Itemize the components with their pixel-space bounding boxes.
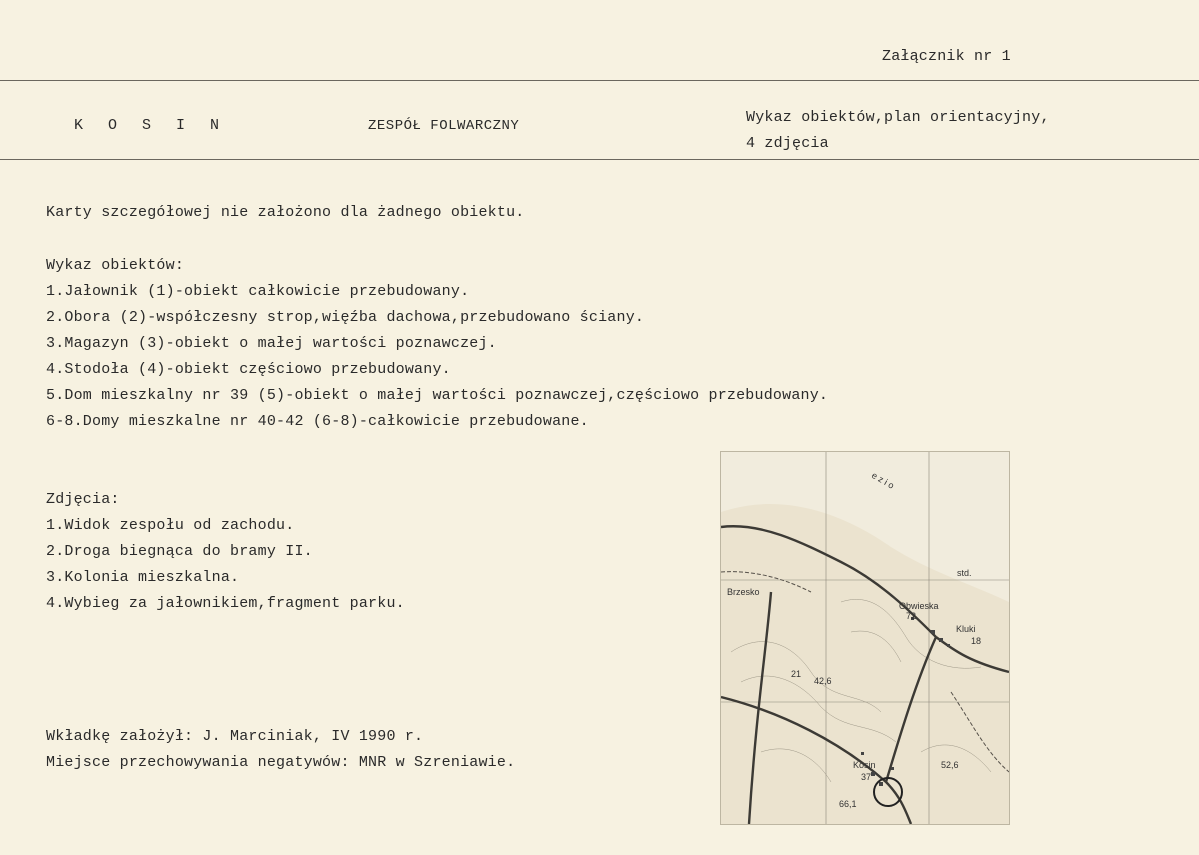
map-label-elev-1: 42,6 — [814, 676, 832, 686]
photos-heading: Zdjęcia: — [46, 491, 120, 508]
list-item: 4.Wybieg za jałownikiem,fragment parku. — [46, 595, 405, 612]
map-label-ezio: e z i o — [870, 470, 896, 491]
map-label-num-37: 37 — [861, 772, 872, 782]
list-item: 5.Dom mieszkalny nr 39 (5)-obiekt o małej wartości poznawczej,częściowo przebudowany. — [46, 387, 829, 404]
list-item: 6-8.Domy mieszkalne nr 40-42 (6-8)-całkowicie przebudowane. — [46, 413, 589, 430]
photos-list — [46, 487, 405, 617]
header-bottom-rule — [0, 159, 1199, 160]
annex-label: Załącznik nr 1 — [882, 48, 1011, 65]
map-label-brzesko: Brzesko — [727, 587, 760, 597]
map-label-kosin: Kosin — [853, 760, 876, 770]
map-label-kluki: Kluki — [956, 624, 976, 634]
storage-line: Miejsce przechowywania negatywów: MNR w Szreniawie. — [46, 754, 516, 771]
map-image — [721, 452, 1009, 824]
list-item: 2.Obora (2)-współczesny strop,więźba dachowa,przebudowano ściany. — [46, 309, 645, 326]
author-line: Wkładkę założył: J. Marciniak, IV 1990 r. — [46, 728, 424, 745]
list-item: 1.Widok zespołu od zachodu. — [46, 517, 295, 534]
header-top-rule — [0, 80, 1199, 81]
objects-list — [46, 253, 828, 435]
contents-line-1: Wykaz obiektów,plan orientacyjny, — [746, 109, 1050, 126]
place-name: K O S I N — [74, 117, 228, 134]
list-item: 4.Stodoła (4)-obiekt częściowo przebudowany. — [46, 361, 451, 378]
list-item: 3.Magazyn (3)-obiekt o małej wartości poznawczej. — [46, 335, 497, 352]
list-item: 1.Jałownik (1)-obiekt całkowicie przebudowany. — [46, 283, 470, 300]
contents-line-2: 4 zdjęcia — [746, 135, 829, 152]
objects-heading: Wykaz obiektów: — [46, 257, 185, 274]
map-label-num-661: 66,1 — [839, 799, 857, 809]
list-item: 3.Kolonia mieszkalna. — [46, 569, 240, 586]
map-label-num-18: 18 — [971, 636, 982, 646]
map-label-num-21: 21 — [791, 669, 802, 679]
map-label-obwieska: Obwieska — [899, 601, 939, 611]
list-item: 2.Droga biegnąca do bramy II. — [46, 543, 313, 560]
footer-block — [46, 724, 515, 776]
map-label-elev-2: 52,6 — [941, 760, 959, 770]
orientation-map — [720, 451, 1010, 825]
map-label-num-72: 72 — [906, 611, 917, 621]
intro-text: Karty szczegółowej nie założono dla żadnego obiektu. — [46, 204, 525, 221]
map-label-std: std. — [957, 568, 972, 578]
complex-name: ZESPÓŁ FOLWARCZNY — [368, 118, 520, 134]
